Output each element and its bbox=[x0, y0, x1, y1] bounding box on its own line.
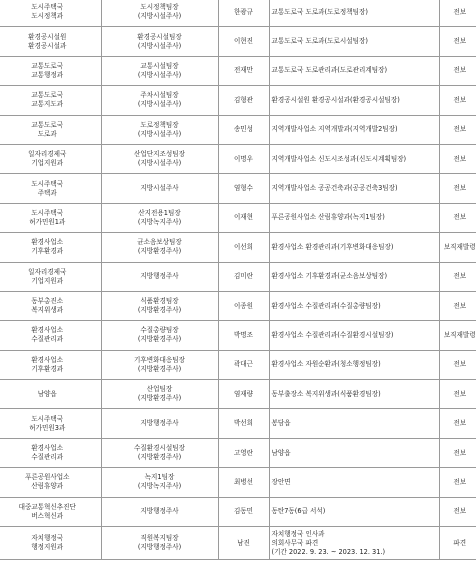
cell-position bbox=[101, 0, 218, 27]
cell-position bbox=[101, 86, 218, 115]
cell-type: 파견 bbox=[439, 527, 476, 560]
table-row bbox=[0, 438, 476, 467]
cell-position-line: (지방환경주사) bbox=[137, 335, 182, 344]
cell-type: 전보 bbox=[439, 438, 476, 467]
cell-position bbox=[101, 380, 218, 409]
cell-position-line: (지방환경주사) bbox=[137, 364, 182, 373]
cell-department-line: 기업지원과 bbox=[31, 276, 64, 285]
table-row bbox=[0, 56, 476, 85]
cell-note-line: 의회사무국 파견 bbox=[271, 538, 319, 547]
cell-department bbox=[0, 144, 101, 173]
cell-position-line: 기후변화대응팀장 bbox=[134, 355, 185, 364]
cell-note: 환경사업소 수질관리과(수질총량팀장) bbox=[269, 291, 439, 320]
cell-note: 환경사업소 환경관리과(기후변화대응팀장) bbox=[269, 233, 439, 262]
cell-type: 전보 bbox=[439, 174, 476, 203]
cell-note-line: 자치행정국 인사과 bbox=[271, 529, 325, 538]
cell-department bbox=[0, 174, 101, 203]
cell-name: 염형수 bbox=[218, 174, 269, 203]
cell-name: 곽대근 bbox=[218, 350, 269, 379]
cell-position-line: (지방시설주사) bbox=[137, 159, 182, 168]
cell-department-line: 환경사업소 bbox=[31, 355, 64, 364]
cell-position bbox=[101, 174, 218, 203]
cell-note: 지역개발사업소 공공건축과(공공건축3팀장) bbox=[269, 174, 439, 203]
table-row bbox=[0, 233, 476, 262]
cell-department bbox=[0, 438, 101, 467]
cell-type: 전보 bbox=[439, 262, 476, 291]
cell-position-line: (지방시설주사) bbox=[137, 41, 182, 50]
cell-department bbox=[0, 0, 101, 27]
cell-department-line: 버스혁신과 bbox=[31, 511, 64, 520]
cell-position bbox=[101, 144, 218, 173]
cell-department-line: 기업지원과 bbox=[31, 159, 64, 168]
cell-position-line: 도로정책팀장 bbox=[140, 120, 179, 129]
cell-name: 이선희 bbox=[218, 233, 269, 262]
cell-position-line: (지방환경주사) bbox=[137, 453, 182, 462]
cell-department-line: 교통행정과 bbox=[31, 70, 64, 79]
cell-position-line: 지방행정주사 bbox=[140, 507, 179, 516]
cell-department-line: 자치행정국 bbox=[31, 534, 64, 543]
cell-position-line: 교통시설팀장 bbox=[140, 61, 179, 70]
cell-department-line: 환경사업소 bbox=[31, 326, 64, 335]
cell-department bbox=[0, 527, 101, 560]
cell-type: 전보 bbox=[439, 115, 476, 144]
cell-position-line: 식품환경팀장 bbox=[140, 297, 179, 306]
cell-department-line: 도시주택국 bbox=[31, 3, 64, 12]
cell-name: 고영란 bbox=[218, 438, 269, 467]
cell-department-line: 허가민원1과 bbox=[29, 217, 66, 226]
cell-note bbox=[269, 527, 439, 560]
cell-department-line: 교통지도과 bbox=[31, 100, 64, 109]
cell-note: 푸른공원사업소 산림휴양과(녹지1팀장) bbox=[269, 203, 439, 232]
cell-note: 동부출장소 복지위생과(식품환경팀장) bbox=[269, 380, 439, 409]
cell-position-line: (지방환경주사) bbox=[137, 394, 182, 403]
cell-department-line: 행정지원과 bbox=[31, 543, 64, 552]
cell-position-line: 산업팀장 bbox=[146, 385, 173, 394]
cell-type: 전보 bbox=[439, 0, 476, 27]
cell-department-line: 대중교통혁신추진단 bbox=[18, 502, 76, 511]
cell-department-line: 일자리경제국 bbox=[28, 267, 67, 276]
table-row bbox=[0, 0, 476, 27]
cell-name: 이재현 bbox=[218, 203, 269, 232]
cell-department-line: 주택과 bbox=[37, 188, 57, 197]
cell-note: 교통도로국 도로관리과(도로관리계팀장) bbox=[269, 56, 439, 85]
cell-department-line: 수질관리과 bbox=[31, 453, 64, 462]
cell-type: 전보 bbox=[439, 56, 476, 85]
cell-name: 이현진 bbox=[218, 27, 269, 56]
cell-position-line: (지방환경주사) bbox=[137, 306, 182, 315]
cell-name: 박선희 bbox=[218, 409, 269, 438]
cell-position-line: (지방시설주사) bbox=[137, 100, 182, 109]
cell-department bbox=[0, 262, 101, 291]
cell-department-line: 도시주택국 bbox=[31, 179, 64, 188]
cell-position-line: 주차시설팀장 bbox=[140, 91, 179, 100]
cell-department bbox=[0, 409, 101, 438]
cell-department-line: 환경공시설과 bbox=[28, 41, 67, 50]
cell-department-line: 환경사업소 bbox=[31, 444, 64, 453]
cell-note: 환경사업소 자원순환과(청소행정팀장) bbox=[269, 350, 439, 379]
table-row bbox=[0, 497, 476, 526]
cell-type: 전보 bbox=[439, 468, 476, 497]
cell-department bbox=[0, 27, 101, 56]
cell-position bbox=[101, 56, 218, 85]
cell-type: 전보 bbox=[439, 409, 476, 438]
cell-position bbox=[101, 115, 218, 144]
cell-position-line: 환경공시설팀장 bbox=[137, 32, 182, 41]
cell-department-line: 남양읍 bbox=[37, 389, 57, 398]
table-row bbox=[0, 291, 476, 320]
cell-type: 전보 bbox=[439, 380, 476, 409]
cell-position-line: 녹지1팀장 bbox=[144, 473, 175, 482]
cell-department-line: 도시주택국 bbox=[31, 414, 64, 423]
cell-type: 전보 bbox=[439, 203, 476, 232]
cell-note: 지역개발사업소 신도시조성과(신도시계획팀장) bbox=[269, 144, 439, 173]
cell-department bbox=[0, 203, 101, 232]
cell-type: 전보 bbox=[439, 86, 476, 115]
cell-department-line: 교통도로국 bbox=[31, 91, 64, 100]
cell-note: 장안면 bbox=[269, 468, 439, 497]
cell-department-line: 기후환경과 bbox=[31, 247, 64, 256]
cell-department-line: 복지위생과 bbox=[31, 306, 64, 315]
cell-department bbox=[0, 497, 101, 526]
cell-name: 전재만 bbox=[218, 56, 269, 85]
cell-name: 이종원 bbox=[218, 291, 269, 320]
table-row bbox=[0, 321, 476, 350]
cell-position-line: 도시정책팀장 bbox=[140, 3, 179, 12]
cell-note: 환경사업소 기후환경과(균소음보상팀장) bbox=[269, 262, 439, 291]
cell-type: 전보 bbox=[439, 497, 476, 526]
cell-department bbox=[0, 56, 101, 85]
cell-position-line: 균소음보상팀장 bbox=[137, 238, 182, 247]
cell-department bbox=[0, 321, 101, 350]
cell-department-line: 도시정책과 bbox=[31, 12, 64, 21]
cell-position-line: (지방환경주사) bbox=[137, 247, 182, 256]
cell-position bbox=[101, 497, 218, 526]
cell-position-line: 수질총량팀장 bbox=[140, 326, 179, 335]
cell-note: 환경공시설원 환경공시설과(환경공시설팀장) bbox=[269, 86, 439, 115]
cell-department bbox=[0, 350, 101, 379]
table-row bbox=[0, 115, 476, 144]
cell-name: 최병선 bbox=[218, 468, 269, 497]
cell-position bbox=[101, 27, 218, 56]
cell-department bbox=[0, 468, 101, 497]
cell-department-line: 교통도로국 bbox=[31, 120, 64, 129]
table-row bbox=[0, 262, 476, 291]
cell-type: 보직재발령 bbox=[439, 321, 476, 350]
cell-note: 교통도로국 도로과(도로정책팀장) bbox=[269, 0, 439, 27]
cell-position bbox=[101, 409, 218, 438]
cell-department-line: 동부총진소 bbox=[31, 297, 64, 306]
cell-department bbox=[0, 380, 101, 409]
cell-position bbox=[101, 468, 218, 497]
cell-position bbox=[101, 262, 218, 291]
cell-position bbox=[101, 203, 218, 232]
cell-note: 환경사업소 수질관리과(수질환경시설팀장) bbox=[269, 321, 439, 350]
table-row bbox=[0, 203, 476, 232]
cell-note: 남양읍 bbox=[269, 438, 439, 467]
cell-name: 염재량 bbox=[218, 380, 269, 409]
cell-department-line: 환경사업소 bbox=[31, 238, 64, 247]
cell-position-line: (지방녹지주사) bbox=[137, 482, 182, 491]
table-row bbox=[0, 86, 476, 115]
cell-department bbox=[0, 115, 101, 144]
cell-department-line: 수질관리과 bbox=[31, 335, 64, 344]
cell-position-line: 지방행정주사 bbox=[140, 419, 179, 428]
cell-note: 교통도로국 도로과(도로시설팀장) bbox=[269, 27, 439, 56]
cell-note-line: (기간 2022. 9. 23. ~ 2023. 12. 31.) bbox=[271, 547, 386, 556]
cell-note: 봉담읍 bbox=[269, 409, 439, 438]
cell-department-line: 푸른공원사업소 bbox=[24, 473, 70, 482]
table-row bbox=[0, 380, 476, 409]
cell-department-line: 환경공시설원 bbox=[28, 32, 67, 41]
cell-department-line: 기후환경과 bbox=[31, 364, 64, 373]
cell-position-line: 수질환경시설팀장 bbox=[134, 444, 185, 453]
cell-position-line: (지방행정주사) bbox=[137, 543, 182, 552]
cell-position bbox=[101, 321, 218, 350]
cell-department-line: 일자리경제국 bbox=[28, 150, 67, 159]
cell-position-line: (지방시설주사) bbox=[137, 70, 182, 79]
cell-position-line: 지방행정주사 bbox=[140, 272, 179, 281]
table-row bbox=[0, 350, 476, 379]
cell-position-line: 지방시설주사 bbox=[140, 184, 179, 193]
table-row bbox=[0, 468, 476, 497]
cell-position bbox=[101, 291, 218, 320]
cell-department-line: 허가민원3과 bbox=[29, 423, 66, 432]
cell-department bbox=[0, 291, 101, 320]
cell-name: 남진 bbox=[218, 527, 269, 560]
cell-position bbox=[101, 527, 218, 560]
cell-position-line: 산지전용1팀장 bbox=[138, 208, 181, 217]
cell-type: 전보 bbox=[439, 27, 476, 56]
cell-position-line: 산업단지조성팀장 bbox=[134, 150, 185, 159]
cell-name: 김동민 bbox=[218, 497, 269, 526]
cell-position-line: (지방녹지주사) bbox=[137, 217, 182, 226]
cell-department bbox=[0, 233, 101, 262]
cell-name: 한광규 bbox=[218, 0, 269, 27]
cell-position-line: 직원복지팀장 bbox=[140, 534, 179, 543]
cell-position bbox=[101, 350, 218, 379]
cell-name: 김미란 bbox=[218, 262, 269, 291]
cell-department-line: 산림휴양과 bbox=[31, 482, 64, 491]
cell-name: 이명우 bbox=[218, 144, 269, 173]
table-row bbox=[0, 144, 476, 173]
cell-name: 김형관 bbox=[218, 86, 269, 115]
cell-type: 전보 bbox=[439, 291, 476, 320]
cell-type: 전보 bbox=[439, 350, 476, 379]
cell-department-line: 도시주택국 bbox=[31, 208, 64, 217]
cell-note: 지역개발사업소 지역개발과(지역개발2팀장) bbox=[269, 115, 439, 144]
cell-department bbox=[0, 86, 101, 115]
cell-note: 동탄7동(6급 서석) bbox=[269, 497, 439, 526]
cell-name: 송민성 bbox=[218, 115, 269, 144]
cell-department-line: 도로과 bbox=[37, 129, 57, 138]
cell-position-line: (지방시설주사) bbox=[137, 129, 182, 138]
cell-department-line: 교통도로국 bbox=[31, 61, 64, 70]
cell-name: 박명조 bbox=[218, 321, 269, 350]
cell-position bbox=[101, 233, 218, 262]
table-row bbox=[0, 27, 476, 56]
cell-type: 전보 bbox=[439, 144, 476, 173]
table-row bbox=[0, 527, 476, 560]
table-row bbox=[0, 174, 476, 203]
table-row bbox=[0, 409, 476, 438]
cell-position-line: (지방시설주사) bbox=[137, 12, 182, 21]
cell-type: 보직재발령 bbox=[439, 233, 476, 262]
cell-position bbox=[101, 438, 218, 467]
